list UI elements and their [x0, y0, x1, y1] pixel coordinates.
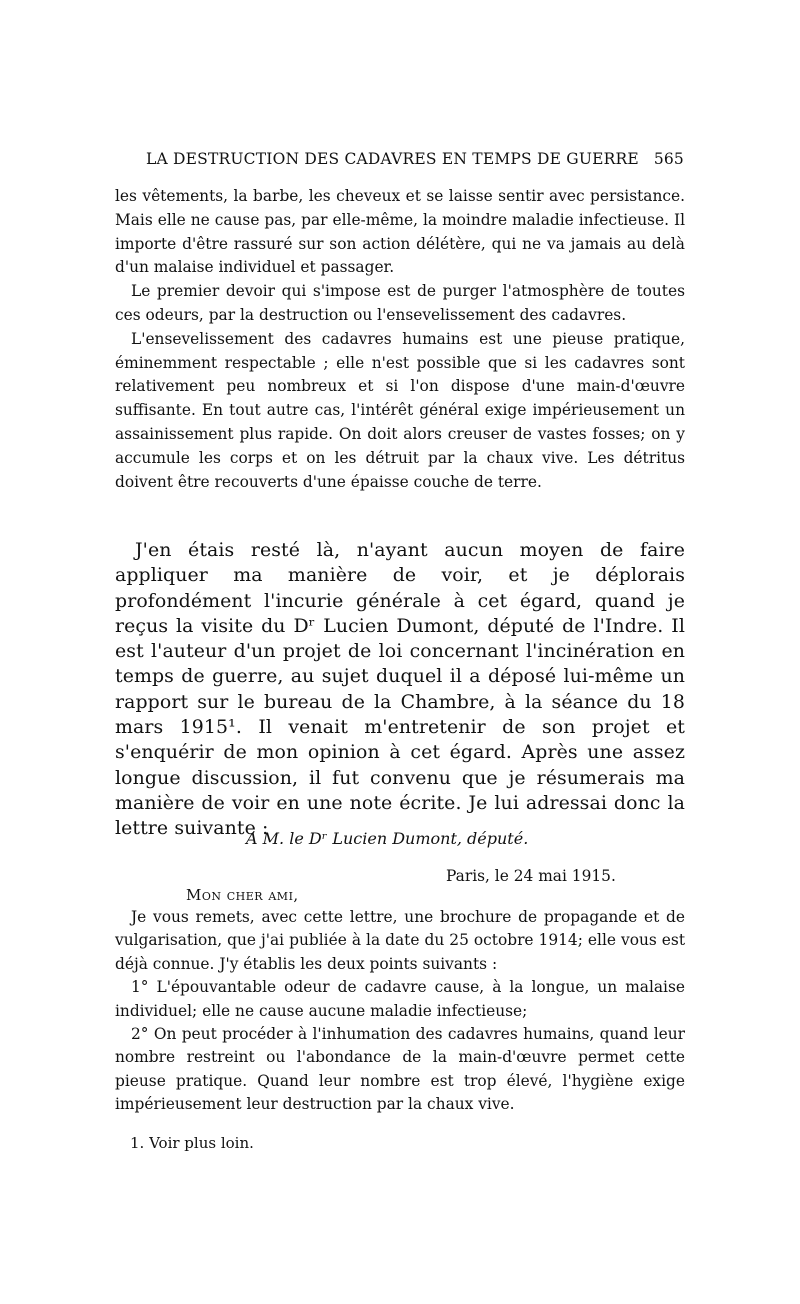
letter-date: Paris, le 24 mai 1915. — [446, 867, 616, 885]
quote-paragraph: les vêtements, la barbe, les cheveux et se laisse sentir avec persistance. Mais elle ne cause pas, par elle-même, la moindre maladie infectieuse. Il importe d'être rassuré sur son action délétère, qui ne va jamais au delà d'un malaise individuel et passager. — [115, 187, 685, 277]
letter-paragraph: 2° On peut procéder à l'inhumation des cadavres humains, quand leur nombre restreint ou l'abondance de la main-d'œuvre permet cette pieuse pratique. Quand leur nombre est trop élevé, l'hygiène exige impérieusement leur destruction par la chaux vive. — [115, 1025, 685, 1114]
letter-paragraph: Je vous remets, avec cette lettre, une brochure de propagande et de vulgarisation, que j'ai publiée à la date du 25 octobre 1914; elle vous est déjà connue. J'y établis les deux points suivants : — [115, 908, 685, 973]
letter-salutation: A M. le Dʳ Lucien Dumont, député. — [246, 829, 529, 848]
main-paragraph: J'en étais resté là, n'ayant aucun moyen de faire appliquer ma manière de voir, et je déplorais profondément l'incurie générale à cet égard, quand je reçus la visite du Dʳ Lucien Dumont, député de l'Indre. Il est l'auteur d'un projet de loi concernant l'incinération en temps de guerre, au sujet duquel il a déposé lui-même un rapport sur le bureau de la Chambre, à la séance du 18 mars 1915¹. Il venait m'entretenir de son projet et s'enquérir de mon opinion à cet égard. Après une assez longue discussion, il fut convenu que je résumerais ma manière de voir en une note écrite. Je lui adressai donc la lettre suivante : — [115, 539, 685, 840]
quote-paragraph: L'ensevelissement des cadavres humains est une pieuse pratique, éminemment respectable ; elle n'est possible que si les cadavres sont relativement peu nombreux et si l'on dispose d'une main-d'œuvre suffisante. En tout autre cas, l'intérêt général exige impérieusement un assainissement plus rapide. On doit alors creuser de vastes fosses; on y accumule les corps et on les détruit par la chaux vive. Les détritus doivent être recouverts d'une épaisse couche de terre. — [115, 329, 685, 491]
quote-paragraph: Le premier devoir qui s'impose est de purger l'atmosphère de toutes ces odeurs, par la destruction ou l'ensevelissement des cadavres. — [115, 282, 685, 324]
page-number: 565 — [653, 150, 684, 168]
quoted-passage — [115, 185, 685, 494]
letter-body — [115, 906, 685, 1117]
running-title: LA DESTRUCTION DES CADAVRES EN TEMPS DE GUERRE — [146, 150, 639, 168]
letter-paragraph: 1° L'épouvantable odeur de cadavre cause, à la longue, un malaise individuel; elle ne cause aucune maladie infectieuse; — [115, 978, 685, 1020]
main-text — [115, 538, 685, 842]
running-header — [146, 150, 684, 168]
footnote: 1. Voir plus loin. — [130, 1134, 254, 1152]
letter-greeting: Mon cher ami, — [186, 886, 299, 904]
